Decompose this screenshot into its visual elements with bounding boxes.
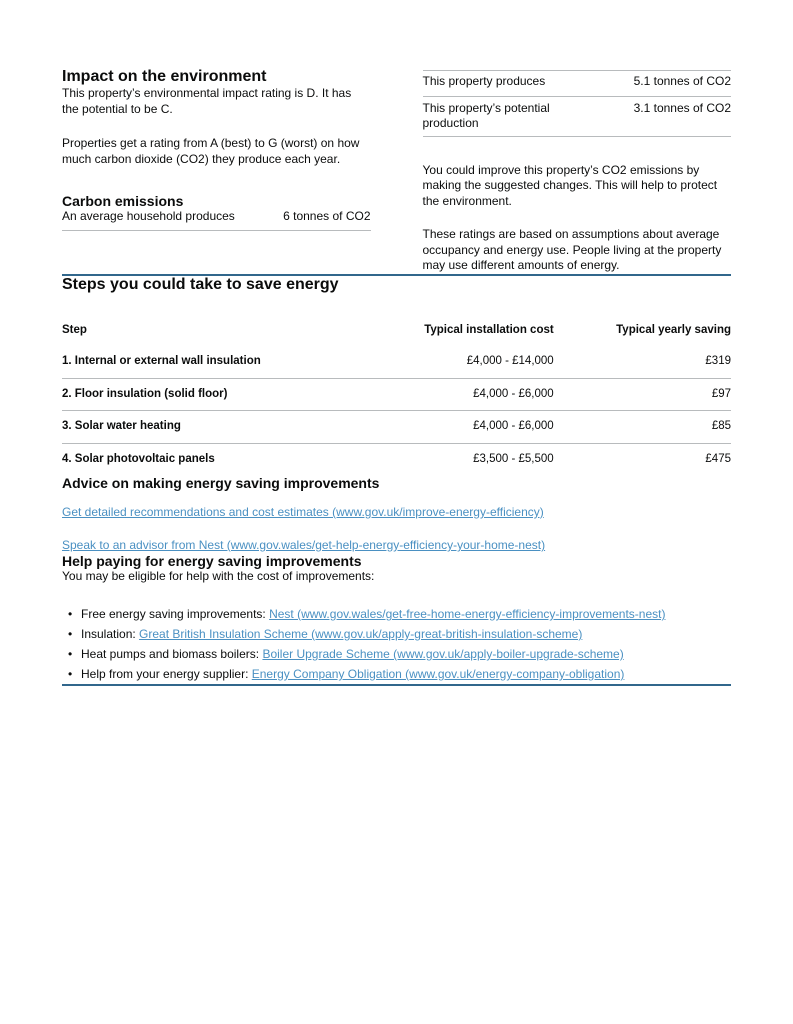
table-row <box>62 443 731 475</box>
great-british-insulation-scheme-link[interactable]: Great British Insulation Scheme (www.gov.uk/apply-great-british-insulation-scheme) <box>139 627 583 641</box>
step-cost: £3,500 - £5,500 <box>473 452 554 465</box>
list-item-prefix: Heat pumps and biomass boilers: <box>81 647 263 661</box>
list-item <box>62 604 731 624</box>
column-header-step: Step <box>62 323 87 336</box>
help-options-list <box>62 604 731 684</box>
potential-production-label: This property’s potential production <box>423 96 602 136</box>
step-name: 3. Solar water heating <box>62 411 383 444</box>
step-name: 2. Floor insulation (solid floor) <box>62 378 383 411</box>
environment-section <box>62 68 731 274</box>
rating-explanation-paragraph: Properties get a rating from A (best) to G (worst) on how much carbon dioxide (CO2) they produce each year. <box>62 136 360 166</box>
average-household-table <box>62 209 371 231</box>
energy-saving-steps-table <box>62 324 731 476</box>
property-produces-value: 5.1 tonnes of CO2 <box>601 71 731 97</box>
step-cost: £4,000 - £6,000 <box>383 378 554 411</box>
advice-heading: Advice on making energy saving improvements <box>62 475 380 491</box>
column-header-yearly-saving: Typical yearly saving <box>616 323 731 336</box>
section-divider <box>62 684 731 686</box>
list-item <box>62 624 731 644</box>
step-saving: £97 <box>554 378 731 411</box>
table-row <box>62 346 731 378</box>
list-item <box>62 664 731 684</box>
help-paying-heading: Help paying for energy saving improvements <box>62 552 362 569</box>
list-item-prefix: Help from your energy supplier: <box>81 667 252 681</box>
step-name: 4. Solar photovoltaic panels <box>62 452 215 465</box>
environment-right-column <box>423 68 732 274</box>
table-row <box>423 71 732 97</box>
column-header-installation-cost: Typical installation cost <box>424 323 554 336</box>
step-cost: £4,000 - £6,000 <box>383 411 554 444</box>
environment-left-column <box>62 68 371 274</box>
step-saving: £475 <box>705 452 731 465</box>
improve-emissions-paragraph: You could improve this property’s CO2 emissions by making the suggested changes. This will help to protect the environment. <box>422 162 718 208</box>
list-item-prefix: Insulation: <box>81 627 140 641</box>
step-saving: £85 <box>554 411 731 444</box>
step-name: 1. Internal or external wall insulation <box>62 346 383 378</box>
impact-heading: Impact on the environment <box>62 68 267 85</box>
nest-advisor-link[interactable]: Speak to an advisor from Nest (www.gov.wales/get-help-energy-efficiency-your-home-nest) <box>62 538 546 552</box>
table-header-row <box>62 324 731 347</box>
step-saving: £319 <box>554 346 731 378</box>
steps-heading: Steps you could take to save energy <box>62 275 339 293</box>
potential-production-value: 3.1 tonnes of CO2 <box>601 96 731 136</box>
list-item <box>62 644 731 664</box>
table-row <box>62 378 731 411</box>
table-row <box>62 209 371 230</box>
help-intro-paragraph: You may be eligible for help with the cost of improvements: <box>62 568 375 583</box>
boiler-upgrade-scheme-link[interactable]: Boiler Upgrade Scheme (www.gov.uk/apply-boiler-upgrade-scheme) <box>262 647 624 661</box>
impact-rating-paragraph: This property’s environmental impact rating is D. It has the potential to be C. <box>62 86 352 116</box>
table-row <box>62 411 731 444</box>
ratings-assumptions-paragraph: These ratings are based on assumptions about average occupancy and energy use. People living at the property may use different amounts of energy. <box>422 227 722 272</box>
table-row <box>423 96 732 136</box>
list-item-prefix: Free energy saving improvements: <box>81 607 270 621</box>
improve-energy-efficiency-link[interactable]: Get detailed recommendations and cost estimates (www.gov.uk/improve-energy-efficiency) <box>62 505 544 519</box>
property-produces-label: This property produces <box>423 71 602 97</box>
average-household-value: 6 tonnes of CO2 <box>241 209 371 230</box>
step-cost: £4,000 - £14,000 <box>383 346 554 378</box>
energy-company-obligation-link[interactable]: Energy Company Obligation (www.gov.uk/energy-company-obligation) <box>251 667 625 681</box>
nest-free-improvements-link[interactable]: Nest (www.gov.wales/get-free-home-energy-efficiency-improvements-nest) <box>269 607 666 621</box>
carbon-emissions-heading: Carbon emissions <box>62 193 184 209</box>
average-household-label: An average household produces <box>62 209 241 230</box>
co2-production-table <box>423 70 732 137</box>
